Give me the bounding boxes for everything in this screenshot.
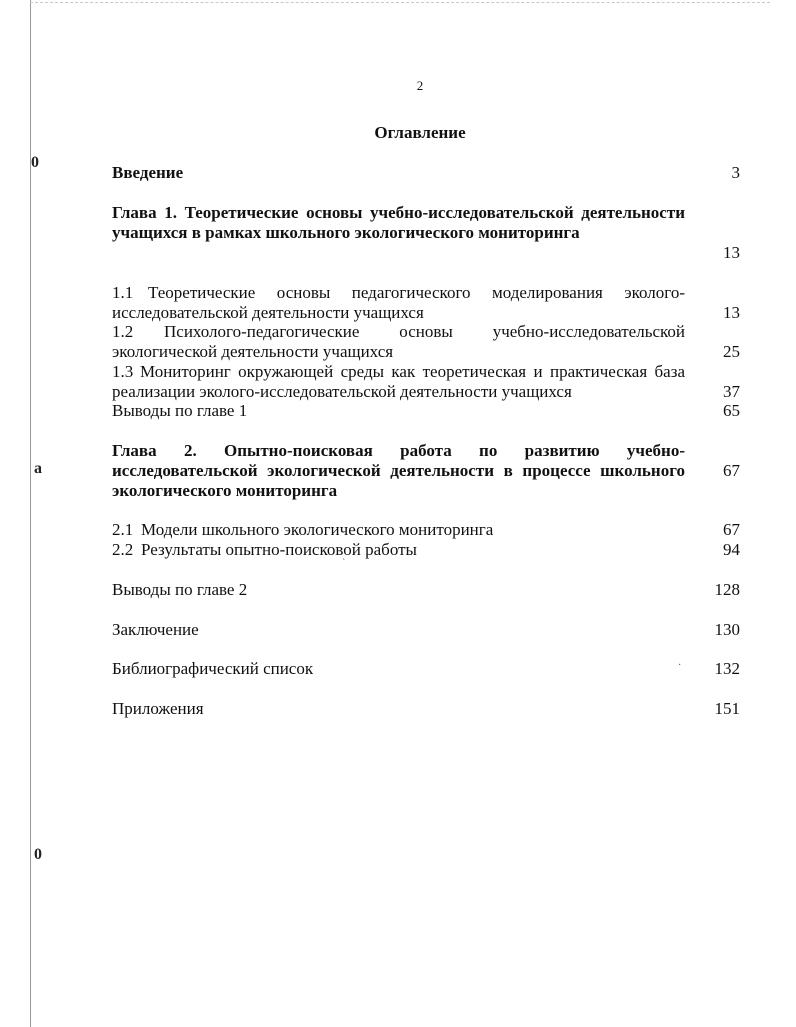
- toc-page-number: 67: [723, 520, 740, 539]
- scan-top-edge: [30, 2, 770, 3]
- toc-page-number: 3: [731, 163, 740, 182]
- toc-page-number: 132: [714, 659, 740, 678]
- toc-page-number: 130: [714, 620, 740, 639]
- toc-section-number: 2.1: [112, 520, 134, 539]
- toc-section-number: 1.1: [112, 283, 134, 302]
- margin-mark: 0: [31, 154, 39, 171]
- toc-entry-appendices: Приложения: [112, 699, 204, 718]
- toc-page-number: 151: [714, 699, 740, 718]
- toc-page-number: 37: [723, 382, 740, 401]
- toc-entry-section-1-1: Теоретические основы педагогического моделирования эколого-исследовательской деятельности учащихся: [112, 283, 685, 322]
- page-number: 2: [416, 78, 424, 93]
- toc-entry-conclusions-1: Выводы по главе 1: [112, 401, 248, 420]
- toc-page-number: 128: [714, 580, 740, 599]
- toc-section-number: 1.2: [112, 322, 134, 341]
- margin-mark: a: [34, 460, 42, 477]
- scan-speck: ·: [678, 660, 682, 671]
- toc-entry-section-2-1: Модели школьного экологического мониторинга: [141, 520, 494, 539]
- toc-page-number: 13: [723, 303, 740, 322]
- toc-entry-section-2-2: Результаты опытно-поисковой работы: [141, 540, 417, 559]
- toc-page-number: 65: [723, 401, 740, 420]
- toc-entry-chapter-1: Глава 1. Теоретические основы учебно-исследовательской деятельности учащихся в рамках школьного экологического мониторинга: [112, 203, 685, 242]
- toc-entry-section-1-2: Психолого-педагогические основы учебно-исследовательской экологической деятельности учащихся: [112, 322, 685, 361]
- toc-page-number: 25: [723, 342, 740, 361]
- margin-mark: 0: [34, 846, 42, 863]
- toc-page-number: 94: [723, 540, 740, 559]
- toc-title: Оглавление: [374, 123, 466, 142]
- toc-entry-intro: Введение: [112, 163, 184, 182]
- toc-page-number: 13: [723, 243, 740, 262]
- toc-entry-conclusion: Заключение: [112, 620, 199, 639]
- toc-entry-conclusions-2: Выводы по главе 2: [112, 580, 248, 599]
- toc-entry-chapter-2: Глава 2. Опытно-поисковая работа по развитию учебно-исследовательской экологической деятельности в процессе школьного экологического мониторинга: [112, 441, 685, 500]
- toc-entry-bibliography: Библиографический список: [112, 659, 314, 678]
- toc-section-number: 1.3: [112, 362, 134, 381]
- toc-entry-section-1-3: Мониторинг окружающей среды как теоретическая и практическая база реализации эколого-исследовательской деятельности учащихся: [112, 362, 685, 401]
- toc-section-number: 2.2: [112, 540, 134, 559]
- scan-speck: ˋ: [342, 558, 346, 569]
- toc-page-number: 67: [723, 461, 740, 480]
